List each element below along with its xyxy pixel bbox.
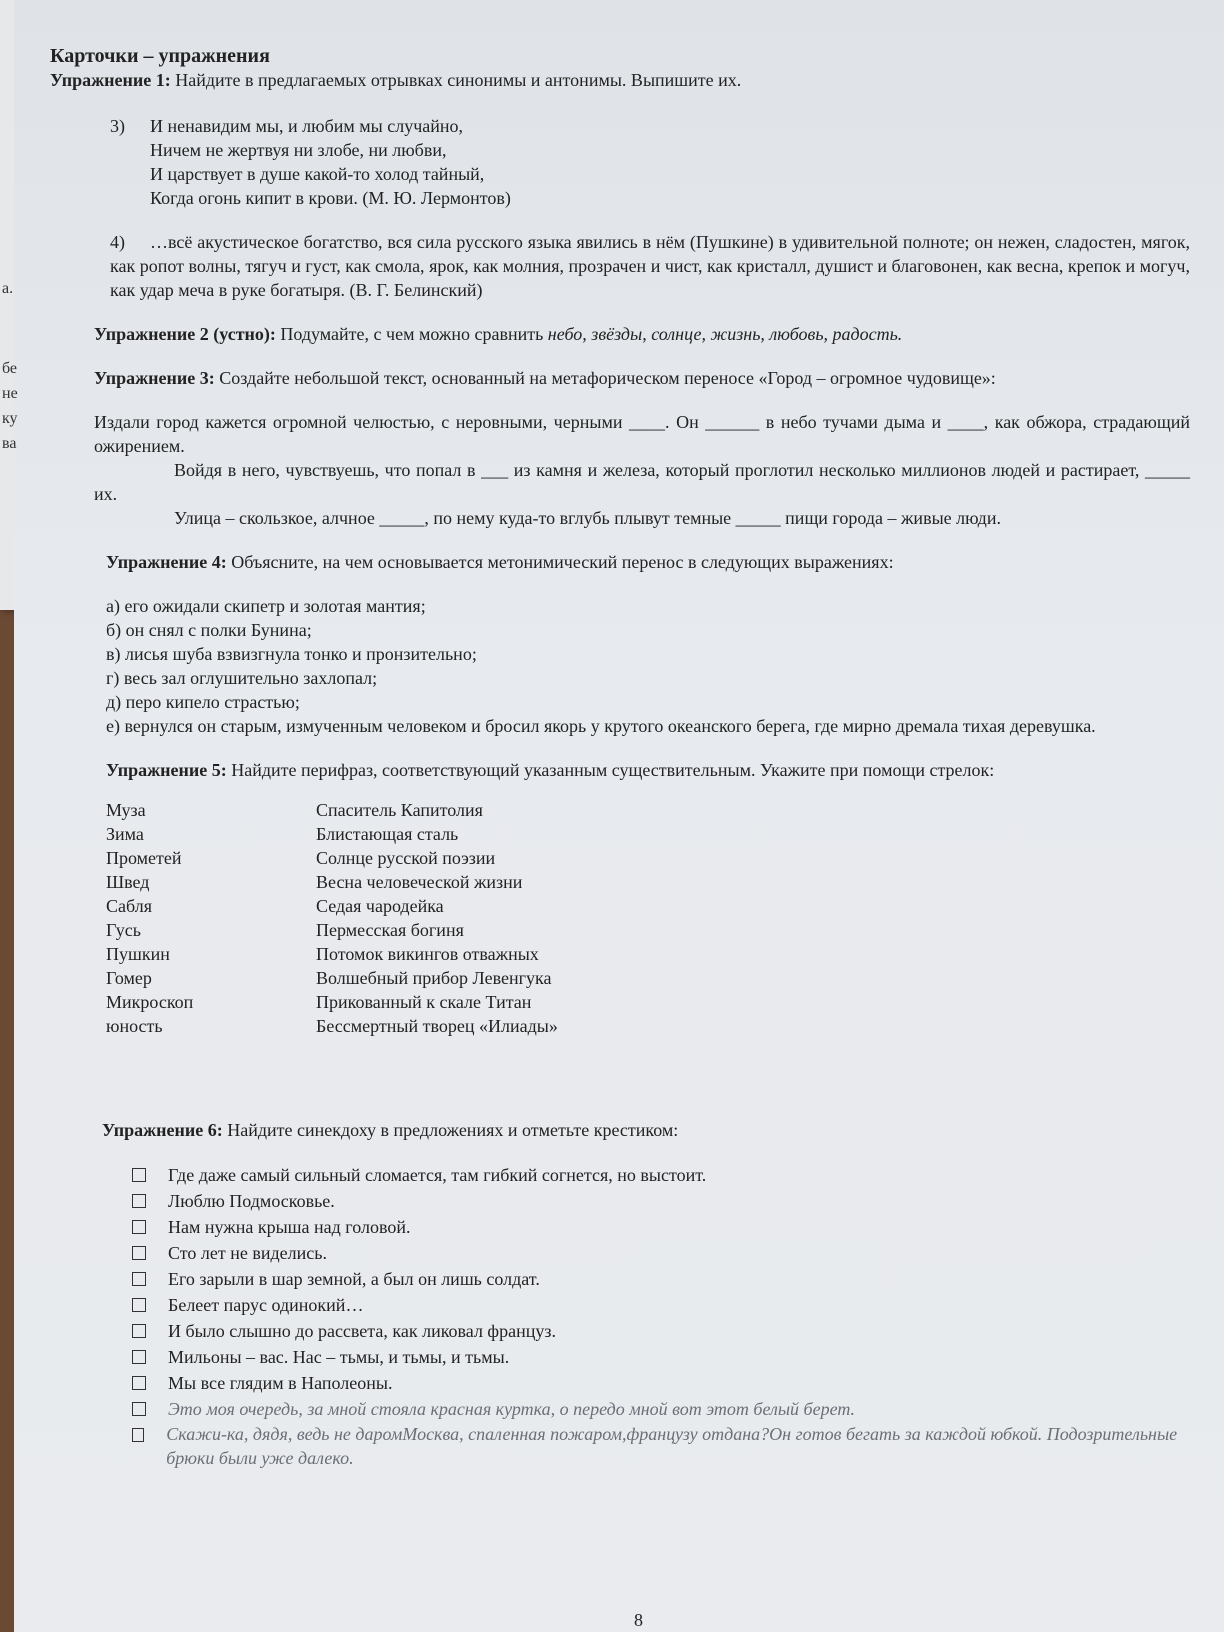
periphrasis-item: Солнце русской поэзии [316,848,496,868]
checklist-text: Где даже самый сильный сломается, там гибкий согнется, но выстоит. [168,1165,707,1185]
checklist-text: Скажи-ка, дядя, ведь не даромМосква, спаленная пожаром,французу отдана?Он готов бегать за каждой юбкой. Подозрительные брюки были уже далеко. [166,1424,1178,1468]
page-title: Карточки – упражнения [50,45,270,67]
edge-text: а. [2,280,14,297]
exercise-3-paragraph-3: Улица – скользкое, алчное _____, по нему куда-то вглубь плывут темные _____ пищи города – живые люди. [174,508,1001,528]
checklist-item[interactable] [132,1318,1190,1344]
periphrasis-item: Седая чародейка [316,896,444,916]
exercise-5-pairs [106,798,1190,1038]
checkbox[interactable] [132,1376,146,1390]
checkbox[interactable] [132,1350,146,1364]
poem-line: Когда огонь кипит в крови. (М. Ю. Лермонтов) [150,188,511,208]
checklist-item[interactable] [132,1188,1190,1214]
exercise-3-heading [94,366,1190,390]
exercise-1-item-4 [110,230,1190,302]
periphrasis-item: Потомок викингов отважных [316,944,539,964]
exercise-2-label: Упражнение 2 (устно): [94,324,276,344]
checklist-item[interactable] [132,1396,1190,1422]
checkbox[interactable] [132,1428,144,1442]
periphrasis-item: Прикованный к скале Титан [316,992,532,1012]
exercise-1-heading [50,68,1190,92]
checklist-item[interactable] [132,1266,1190,1292]
edge-text: не [2,385,18,402]
periphrasis-item: Весна человеческой жизни [316,872,523,892]
checkbox[interactable] [132,1402,146,1416]
exercise-3-paragraph-1: Издали город кажется огромной челюстью, с неровными, черными ____. Он ______ в небо тучами дыма и ____, как обжора, страдающий ожирением. [94,412,1190,456]
poem-line: И ненавидим мы, и любим мы случайно, [150,116,464,136]
checklist-item[interactable] [132,1292,1190,1318]
periphrasis-item: Блистающая сталь [316,824,459,844]
exercise-4-task: Объясните, на чем основывается метонимический перенос в следующих выражениях: [231,552,894,572]
exercise-2-task: Подумайте, с чем можно сравнить [280,324,544,344]
checklist-item[interactable] [132,1162,1190,1188]
exercise-2 [94,322,1190,346]
exercise-4-label: Упражнение 4: [106,552,227,572]
exercise-5-label: Упражнение 5: [106,760,227,780]
list-item: в) лисья шуба взвизгнула тонко и пронзительно; [106,644,477,664]
list-item: г) весь зал оглушительно захлопал; [106,668,378,688]
periphrasis-item: Бессмертный творец «Илиады» [316,1016,558,1036]
exercise-6-heading [102,1118,1190,1142]
checklist-item[interactable] [132,1240,1190,1266]
noun-item: Прометей [106,848,182,868]
noun-item: Гусь [106,920,141,940]
checkbox[interactable] [132,1194,146,1208]
edge-text: ку [2,410,18,427]
checklist-text: Белеет парус одинокий… [168,1295,364,1315]
noun-item: Сабля [106,896,152,916]
poem-line: И царствует в душе какой-то холод тайный, [150,164,485,184]
checkbox[interactable] [132,1168,146,1182]
document-content [50,44,1190,1470]
noun-item: Пушкин [106,944,170,964]
checklist-text: Нам нужна крыша над головой. [168,1217,411,1237]
noun-item: Микроскоп [106,992,194,1012]
checklist-text: Его зарыли в шар земной, а был он лишь солдат. [168,1269,540,1289]
list-item: е) вернулся он старым, измученным человеком и бросил якорь у крутого океанского берега, где мирно дремала тихая деревушка. [106,716,1096,736]
checklist-item[interactable] [132,1422,1190,1470]
checklist-text: Это моя очередь, за мной стояла красная куртка, о передо мной вот этот белый берет. [168,1399,856,1419]
checklist-text: Сто лет не виделись. [168,1243,327,1263]
exercise-5-task: Найдите перифраз, соответствующий указанным существительным. Укажите при помощи стрелок: [231,760,995,780]
checkbox[interactable] [132,1324,146,1338]
exercise-4-heading [106,550,1190,574]
edge-text: ва [2,435,17,452]
exercise-6-task: Найдите синекдоху в предложениях и отметьте крестиком: [227,1120,679,1140]
exercise-2-words: небо, звёзды, солнце, жизнь, любовь, радость. [547,324,903,344]
exercise-3-label: Упражнение 3: [94,368,215,388]
exercise-1-item-3 [110,114,1190,210]
poem-line: Ничем не жертвуя ни злобе, ни любви, [150,140,447,160]
checklist-item[interactable] [132,1214,1190,1240]
noun-item: Швед [106,872,150,892]
checkbox[interactable] [132,1220,146,1234]
checklist-text: Люблю Подмосковье. [168,1191,335,1211]
exercise-1-label: Упражнение 1: [50,70,171,90]
checklist-text: Мы все глядим в Наполеоны. [168,1373,393,1393]
checkbox[interactable] [132,1298,146,1312]
item-4-text: …всё акустическое богатство, вся сила русского языка явились в нём (Пушкине) в удивительной полноте; он нежен, сладостен, мягок, как ропот волны, тягуч и густ, как смола, ярок, как молния, прозрачен и чист, как кристалл, душист и благовонен, как весна, крепок и могуч, как удар меча в руке богатыря. (В. Г. Белинский) [110,232,1190,300]
document-page [14,0,1224,1632]
exercise-4-list [50,594,1190,738]
page-number: 8 [634,1610,643,1630]
list-item: б) он снял с полки Бунина; [106,620,312,640]
list-item: д) перо кипело страстью; [106,692,300,712]
exercise-5-heading [106,758,1190,782]
list-item: а) его ожидали скипетр и золотая мантия; [106,596,426,616]
exercise-1-task: Найдите в предлагаемых отрывках синонимы и антонимы. Выпишите их. [175,70,742,90]
checklist-item[interactable] [132,1344,1190,1370]
exercise-3-task: Создайте небольшой текст, основанный на метафорическом переносе «Город – огромное чудовище»: [219,368,996,388]
exercise-6-label: Упражнение 6: [102,1120,223,1140]
checklist-text: И было слышно до рассвета, как ликовал француз. [168,1321,556,1341]
checklist-item[interactable] [132,1370,1190,1396]
noun-item: Гомер [106,968,152,988]
periphrasis-item: Пермесская богиня [316,920,464,940]
periphrasis-item: Спаситель Капитолия [316,800,483,820]
checkbox[interactable] [132,1246,146,1260]
periphrasis-item: Волшебный прибор Левенгука [316,968,552,988]
exercise-3-paragraph-2: Войдя в него, чувствуешь, что попал в ___ из камня и железа, который проглотил несколько миллионов людей и растирает, _____ их. [94,460,1190,504]
checkbox[interactable] [132,1272,146,1286]
noun-item: Зима [106,824,144,844]
item-3-number: 3) [110,116,125,136]
noun-item: Муза [106,800,146,820]
item-4-number: 4) [110,232,125,252]
noun-item: юность [106,1016,163,1036]
exercise-6-list [50,1162,1190,1470]
edge-text: бе [2,360,18,377]
checklist-text: Мильоны – вас. Нас – тьмы, и тьмы, и тьмы. [168,1347,510,1367]
